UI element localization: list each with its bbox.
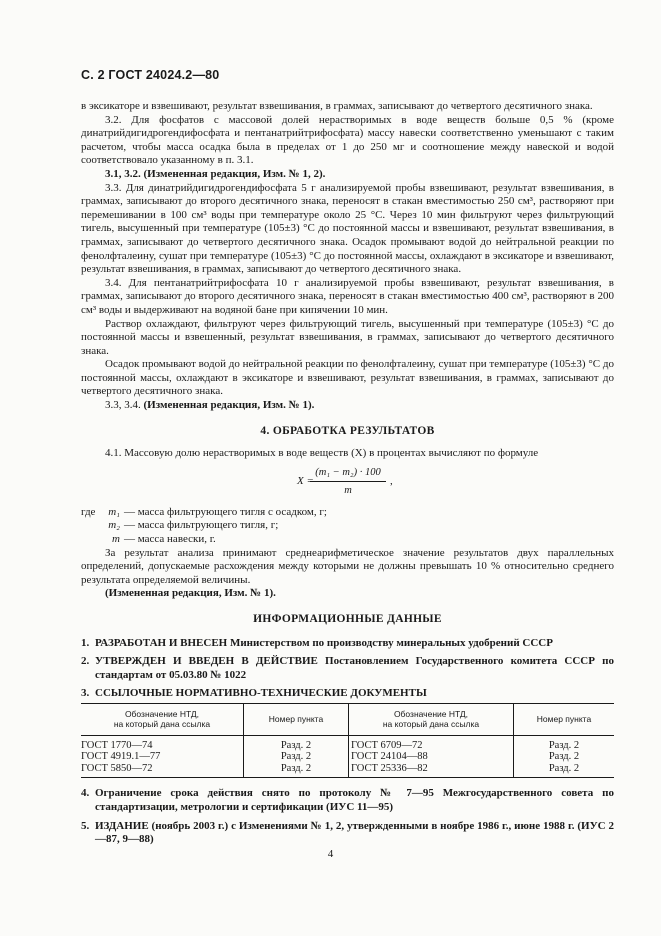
table-cell: ГОСТ 25336—82 xyxy=(349,763,514,778)
definition-symbol: m₁ xyxy=(108,505,120,518)
table-cell: Разд. 2 xyxy=(514,751,615,763)
table-cell: ГОСТ 24104—88 xyxy=(349,751,514,763)
amendment-note-3-1-3-2: 3.1, 3.2. (Измененная редакция, Изм. № 1, 2). xyxy=(105,167,326,180)
table-header-designation: Обозначение НТД, на который дана ссылка xyxy=(349,703,514,735)
info-item-number: 4. xyxy=(81,787,90,800)
paragraph-continuation: в эксикаторе и взвешивают, результат взвешивания, в граммах, записывают до четвертого десятичного знака. xyxy=(81,100,593,112)
definition-prefix xyxy=(81,533,103,547)
table-row xyxy=(81,763,614,778)
table-header-row xyxy=(81,703,614,735)
paragraph-4-2: За результат анализа принимают среднеарифметическое значение результатов двух параллельных определений, допускаемые расхождения между которыми не должны превышать 10 % относительно среднего результата определяемой величины. xyxy=(81,546,614,586)
paragraph-4-1: 4.1. Массовую долю нерастворимых в воде веществ (X) в процентах вычисляют по формуле xyxy=(105,447,539,460)
definition-symbol: m₂ xyxy=(108,519,120,532)
definition-row xyxy=(81,519,614,533)
definition-text: — масса фильтрующего тигля с осадком, г; xyxy=(124,505,327,518)
amendment-text: (Измененная редакция, Изм. № 1). xyxy=(143,399,315,412)
info-data-title: ИНФОРМАЦИОННЫЕ ДАННЫЕ xyxy=(253,613,442,625)
table-cell: Разд. 2 xyxy=(514,735,615,751)
table-header-designation: Обозначение НТД, на который дана ссылка xyxy=(81,703,244,735)
table-cell: Разд. 2 xyxy=(244,751,349,763)
info-item-5 xyxy=(81,820,614,847)
info-item-text: РАЗРАБОТАН И ВНЕСЕН Министерством по производству минеральных удобрений СССР xyxy=(95,636,553,649)
table-cell: Разд. 2 xyxy=(514,763,615,778)
paragraph-3-4-cooling: Раствор охлаждают, фильтруют через фильтрующий тигель, высушенный при температуре (105±3) °С до постоянной массы и взвешенный, результат взвешивания, в граммах, записывают до четвертого десятичного знака. xyxy=(81,317,614,357)
table-cell: Разд. 2 xyxy=(244,763,349,778)
definition-prefix xyxy=(81,519,103,533)
amendment-note-3-3-3-4 xyxy=(81,399,614,413)
formula-lhs: X = xyxy=(297,474,314,487)
page-header: С. 2 ГОСТ 24024.2—80 xyxy=(81,68,220,82)
definition-symbol: m xyxy=(112,533,120,546)
info-item-text: ССЫЛОЧНЫЕ НОРМАТИВНО-ТЕХНИЧЕСКИЕ ДОКУМЕНТЫ xyxy=(95,687,427,700)
variable-definitions xyxy=(81,506,614,547)
info-item-number: 5. xyxy=(81,819,90,832)
info-item-1 xyxy=(81,637,614,651)
definition-row xyxy=(81,533,614,547)
table-cell: Разд. 2 xyxy=(244,735,349,751)
info-item-number: 2. xyxy=(81,655,90,668)
paragraph-3-4: 3.4. Для пентанатрийтрифосфата 10 г анализируемой пробы взвешивают, результат взвешивания, в граммах, записывают до второго десятичного знака, переносят в стакан вместимостью 400 см³, растворяют в 200 см³ воды и выдерживают на водяной бане при кипячении 10 мин. xyxy=(81,276,614,316)
formula-denominator: m xyxy=(344,484,352,496)
amendment-ref: 3.3, 3.4. xyxy=(105,399,141,412)
definition-text: — масса фильтрующего тигля, г; xyxy=(124,519,279,532)
table-header-item: Номер пункта xyxy=(244,703,349,735)
info-item-text: ИЗДАНИЕ (ноябрь 2003 г.) с Изменениями № 1, 2, утвержденными в ноябре 1986 г., июне 1988 г. (ИУС 2—87, 9—88) xyxy=(95,819,614,846)
info-item-number: 1. xyxy=(81,636,90,649)
section-4-title: 4. ОБРАБОТКА РЕЗУЛЬТАТОВ xyxy=(260,424,435,437)
formula-comma: , xyxy=(390,474,393,487)
definition-row xyxy=(81,506,614,520)
formula-numerator: (m₁ − m₂) · 100 xyxy=(315,466,381,478)
info-item-text: Ограничение срока действия снято по протоколу № 7—95 Межгосударственного совета по стандартизации, метрологии и сертификации (ИУС 11—95) xyxy=(95,787,614,814)
table-cell: ГОСТ 5850—72 xyxy=(81,763,244,778)
paragraph-3-4-washing: Осадок промывают водой до нейтральной реакции по фенолфталеину, сушат при температуре (105±3) °С до постоянной массы, охлаждают в эксикаторе и взвешивают, результат взвешивания, в граммах, записывают до четвертого десятичного знака. xyxy=(81,358,614,398)
table-cell: ГОСТ 1770—74 xyxy=(81,739,153,751)
amendment-note-4: (Измененная редакция, Изм. № 1). xyxy=(105,587,276,600)
document-body xyxy=(81,100,614,852)
table-cell: ГОСТ 6709—72 xyxy=(349,735,514,751)
table-cell: ГОСТ 4919.1—77 xyxy=(81,751,161,763)
table-row xyxy=(81,735,614,751)
definition-prefix: где xyxy=(81,505,96,518)
info-item-2 xyxy=(81,655,614,682)
page-number: 4 xyxy=(327,848,334,860)
info-item-4 xyxy=(81,787,614,814)
formula xyxy=(81,464,614,502)
references-table xyxy=(81,703,614,779)
table-header-item: Номер пункта xyxy=(514,703,615,735)
paragraph-3-2: 3.2. Для фосфатов с массовой долей нерастворимых в воде веществ больше 0,5 % (кроме динатрийдигидрогендифосфата и пентанатрийтрифосфата) массу навески соответственно уменьшают с таким расчетом, чтобы масса осадка была в пределах от 1 до 250 мг и соотношение между навеской и водой соответствовало указанному в п. 3.1. xyxy=(81,113,614,167)
info-item-3 xyxy=(81,687,614,701)
definition-text: — масса навески, г. xyxy=(124,533,216,546)
info-item-number: 3. xyxy=(81,687,90,700)
fraction-bar xyxy=(310,481,386,482)
info-item-text: УТВЕРЖДЕН И ВВЕДЕН В ДЕЙСТВИЕ Постановлением Государственного комитета СССР по стандартам от 05.03.80 № 1022 xyxy=(95,655,614,681)
table-row xyxy=(81,751,614,763)
paragraph-3-3: 3.3. Для динатрийдигидрогендифосфата 5 г анализируемой пробы взвешивают, результат взвешивания, в граммах, записывают до второго десятичного знака, переносят в стакан вместимостью 250 см³, растворяют при перемешивании в 100 см³ воды при температуре около 25 °С. Через 10 мин фильтруют через фильтрующий тигель, высушенный при температуре (105±3) °С до постоянной массы и взвешивают, результат взвешивания, в граммах, записывают до четвертого десятичного знака. Осадок промывают водой до нейтральной реакции по фенолфталеину, сушат при температуре (105±3) °С до постоянной массы, охлаждают в эксикаторе и взвешивают, результат взвешивания, в граммах, записывают до четвертого десятичного знака. xyxy=(81,181,614,276)
